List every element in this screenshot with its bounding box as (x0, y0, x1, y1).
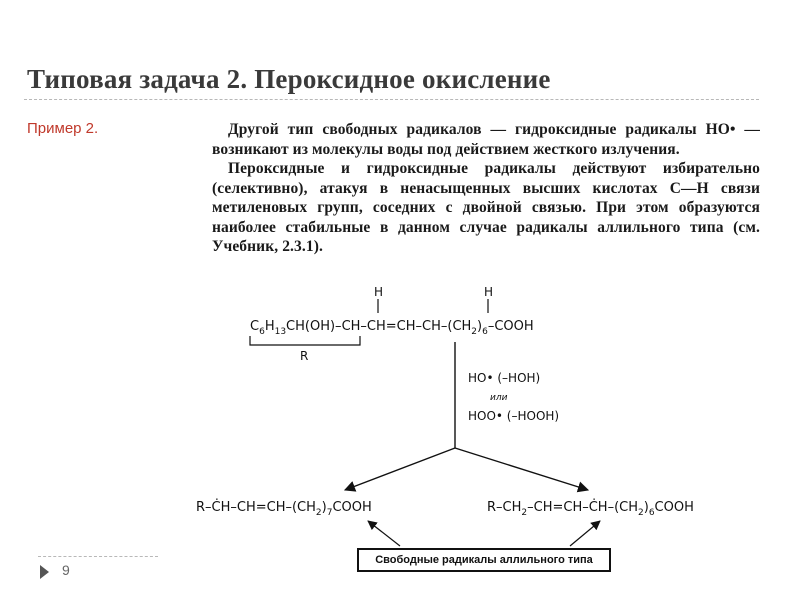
h-atom-right: H (484, 285, 494, 299)
r-label: R (300, 349, 309, 363)
arrow-to-product-left (345, 448, 455, 490)
or-label: или (490, 393, 508, 403)
product-left-formula: $R-ĊH-CH=CH-(CH_2)_7COOH$ (196, 500, 372, 518)
allyl-radicals-caption: Свободные радикалы аллильного типа (357, 548, 611, 572)
page-number: 9 (62, 562, 70, 578)
r-bracket (250, 336, 360, 345)
reactant-formula: $C_6H_{13}CH(OH)-CH-CH=CH-CH-(CH_2)_6$–COOH (250, 319, 534, 337)
product-right-formula: $R-CH_2-CH=CH-ĊH-(CH_2)_6COOH$ (487, 500, 694, 518)
caption-arrow-right (570, 521, 600, 546)
caption-arrow-left (368, 521, 400, 546)
paragraph-selective-attack: Пероксидные и гидроксидные радикалы действуют избирательно (селективно), атакуя в ненасыщенных высших кислотах С—Н связи метиленовых групп, соседних с двойной связью. При этом образуются наиболее стабильные в данном случае радикалы аллильного типа (см. Учебник, 2.3.1). (212, 160, 760, 255)
arrow-to-product-right (455, 448, 588, 490)
example-label: Пример 2. (27, 120, 99, 137)
h-atom-left: H (374, 285, 384, 299)
reagent-hydroxyl: HO• (–HOH) (468, 371, 541, 385)
paragraph-hydroxide-radicals: Другой тип свободных радикалов — гидроксидные радикалы HO• — возникают из молекулы воды под действием жесткого излучения. (212, 121, 760, 158)
play-arrow-icon (40, 565, 49, 579)
reagent-hydroperoxyl: HOO• (–HOOH) (468, 409, 560, 423)
footer-divider (38, 556, 158, 557)
slide-title: Типовая задача 2. Пероксидное окисление (27, 64, 551, 94)
